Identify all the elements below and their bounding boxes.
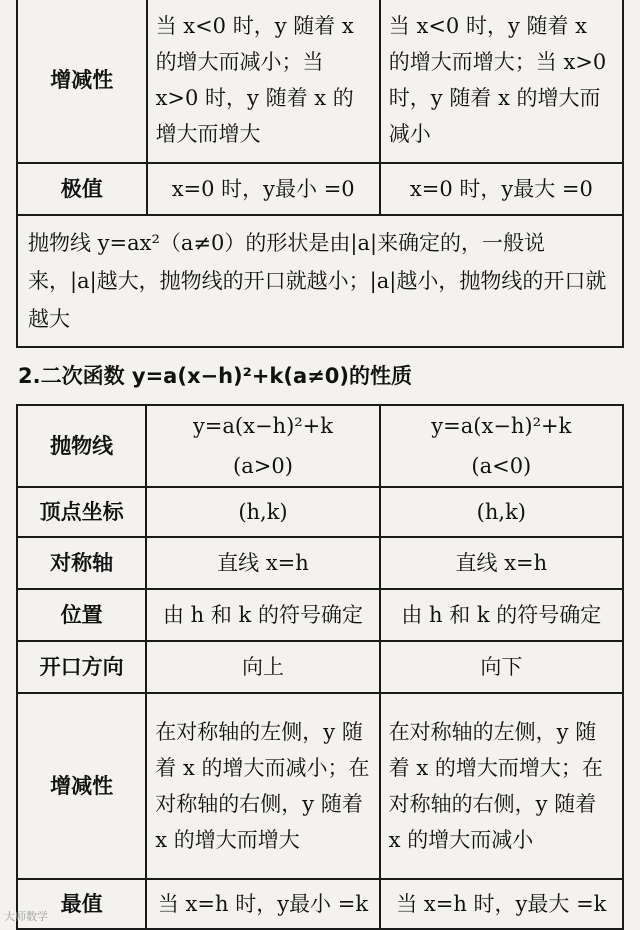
cell-axis-positive-a: 直线 x=h [146,537,379,589]
row-label-vertex: 顶点坐标 [17,487,146,537]
cell-parabola-negative-a [380,405,623,487]
cell-opening-positive-a: 向上 [146,641,379,693]
row-label-parabola: 抛物线 [17,405,146,487]
parabola-condition: (a<0) [471,454,532,478]
cell-vertex-positive-a: (h,k) [146,487,379,537]
cell-position-positive-a: 由 h 和 k 的符号确定 [146,589,379,641]
row-label-extreme: 最值 [17,879,146,929]
cell-extreme-min: 当 x=h 时，y最小 =k [146,879,379,929]
row-label-extreme: 极值 [17,163,147,215]
properties-table-2 [16,404,624,930]
parabola-formula: y=a(x−h)²+k [431,414,572,438]
parabola-condition: (a>0) [233,454,293,478]
row-label-axis: 对称轴 [17,537,146,589]
row-label-monotonicity: 增减性 [17,0,147,163]
cell-opening-negative-a: 向下 [380,641,623,693]
cell-monotonicity-negative-a: 当 x<0 时，y 随着 x 的增大而增大；当 x>0 时，y 随着 x 的增大而减小 [380,0,623,163]
cell-monotonicity-negative-a: 在对称轴的左侧，y 随着 x 的增大而增大；在对称轴的右侧，y 随着 x 的增大而减小 [380,693,623,879]
section-heading: 2.二次函数 y=a(x−h)²+k(a≠0)的性质 [18,364,412,388]
shape-note: 抛物线 y=ax²（a≠0）的形状是由|a|来确定的，一般说来，|a|越大，抛物线的开口就越小；|a|越小，抛物线的开口就越大 [17,215,623,347]
cell-monotonicity-positive-a: 在对称轴的左侧，y 随着 x 的增大而减小；在对称轴的右侧，y 随着 x 的增大而增大 [146,693,379,879]
cell-monotonicity-positive-a: 当 x<0 时，y 随着 x 的增大而减小；当 x>0 时，y 随着 x 的增大而增大 [147,0,380,163]
cell-parabola-positive-a [146,405,379,487]
cell-extreme-min: x=0 时，y最小 =0 [147,163,380,215]
watermark: 大师数学 [4,910,48,923]
cell-vertex-negative-a: (h,k) [380,487,623,537]
row-label-position: 位置 [17,589,146,641]
cell-extreme-max: x=0 时，y最大 =0 [380,163,623,215]
cell-extreme-max: 当 x=h 时，y最大 =k [380,879,623,929]
cell-axis-negative-a: 直线 x=h [380,537,623,589]
row-label-opening: 开口方向 [17,641,146,693]
cell-position-negative-a: 由 h 和 k 的符号确定 [380,589,623,641]
row-label-monotonicity: 增减性 [17,693,146,879]
parabola-formula: y=a(x−h)²+k [192,414,334,438]
properties-table-1 [16,0,624,348]
